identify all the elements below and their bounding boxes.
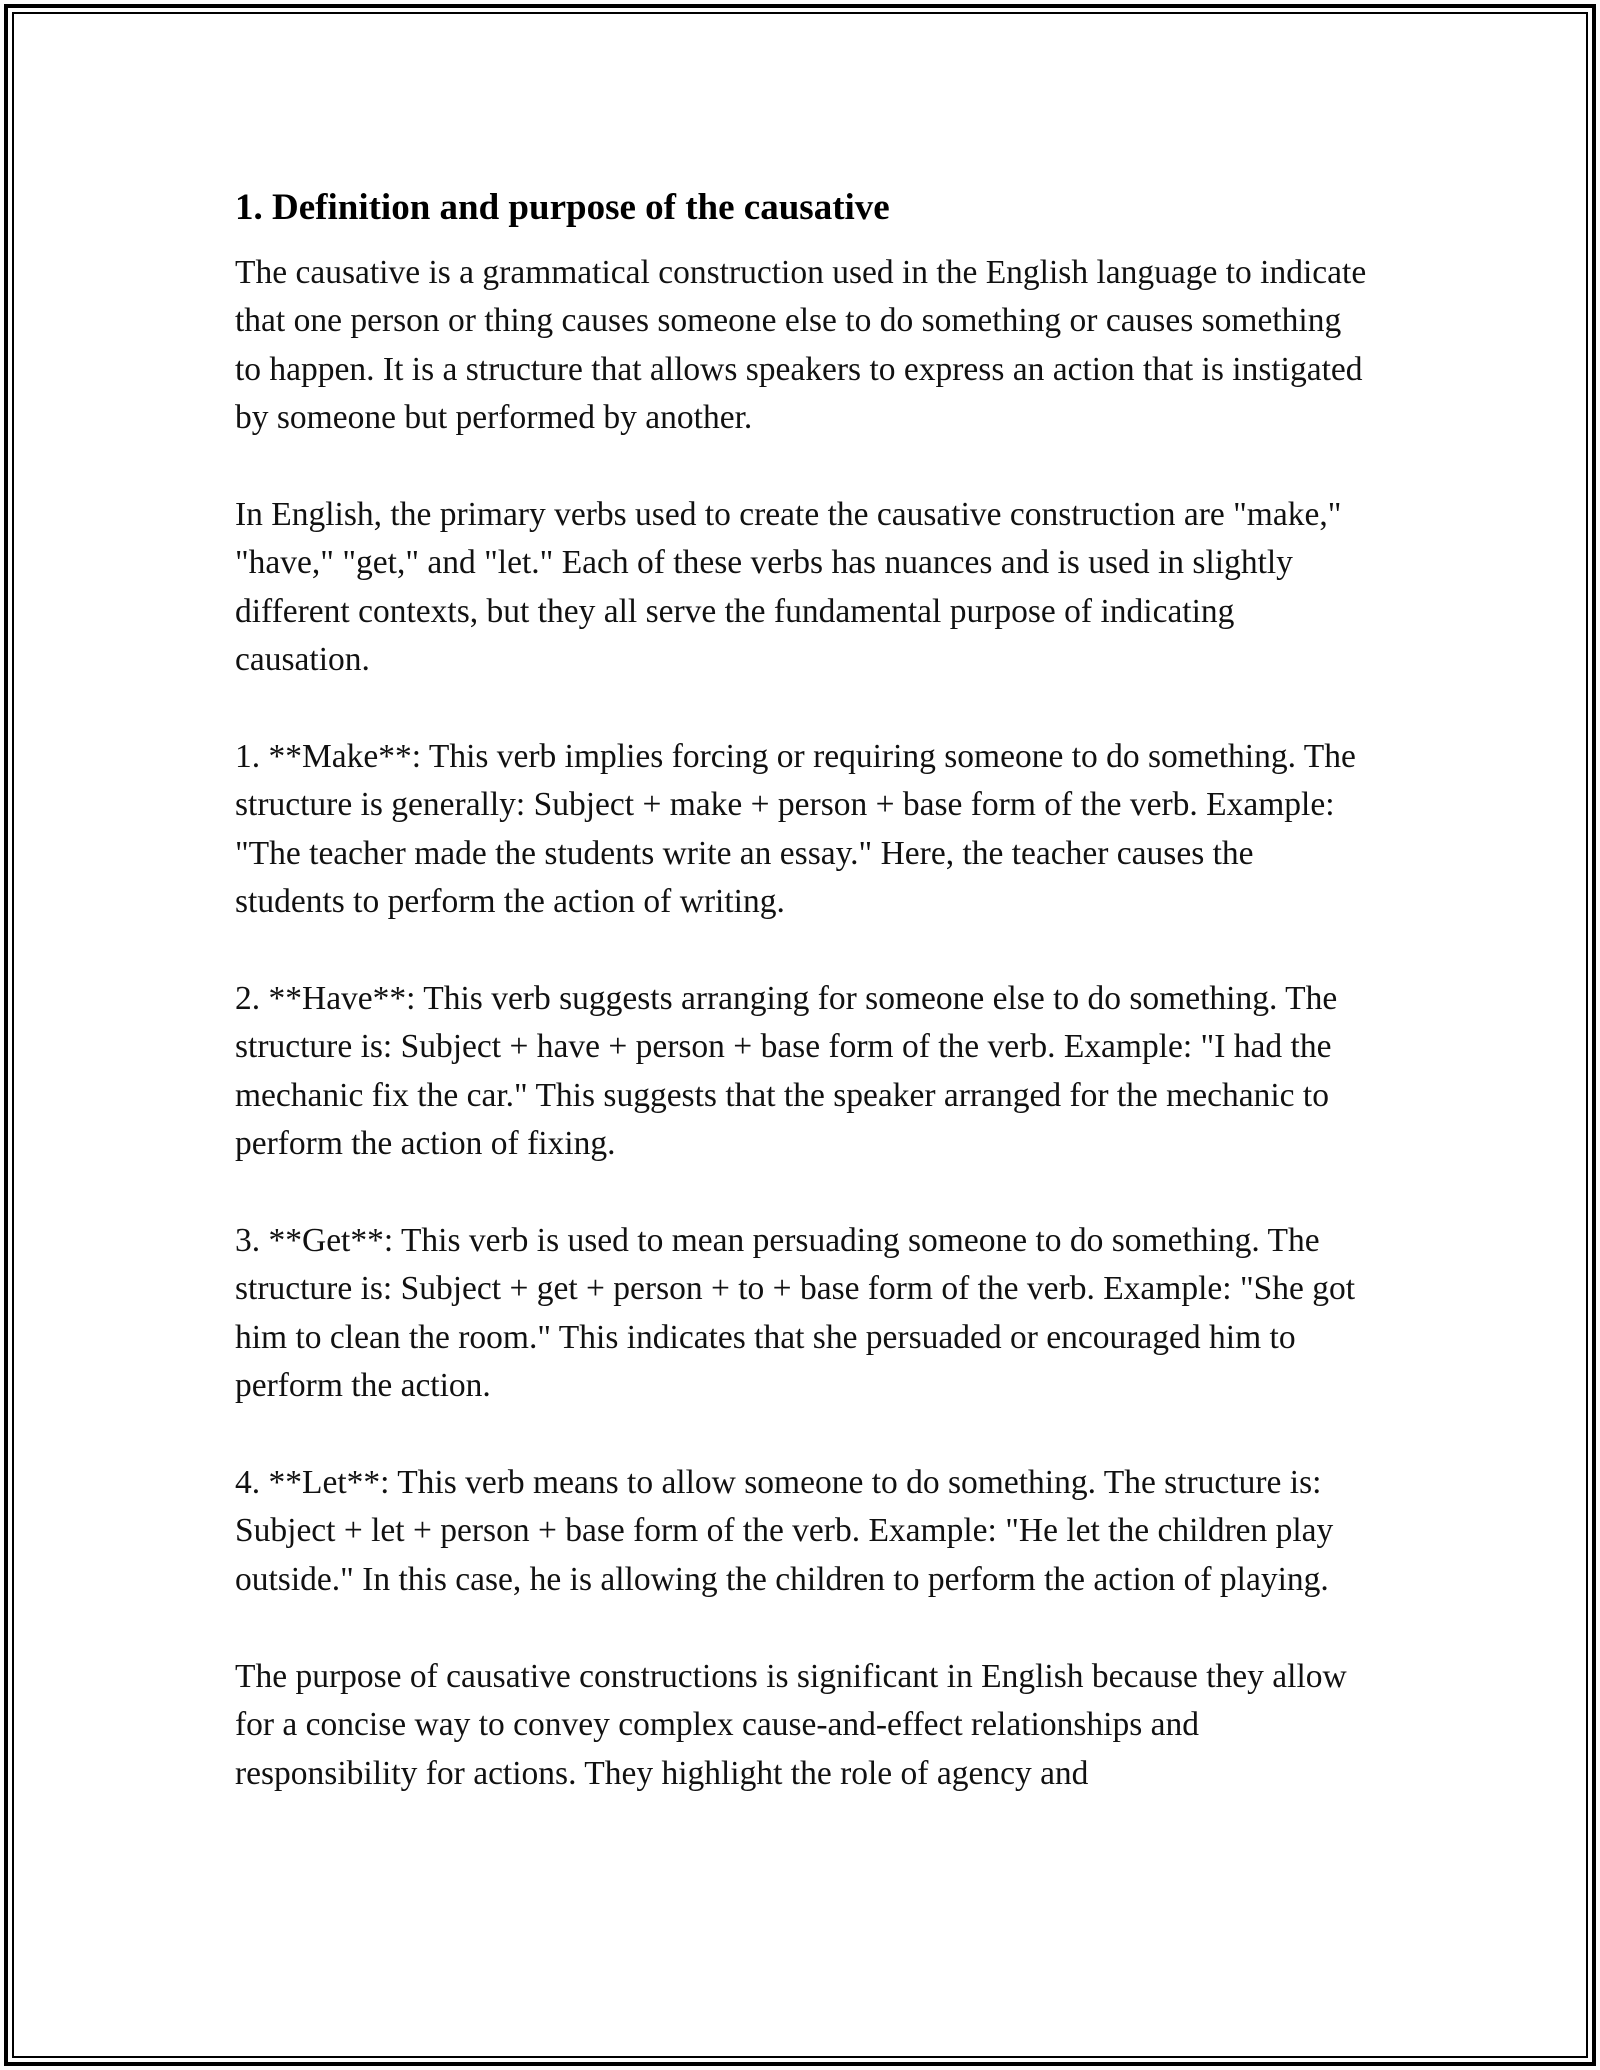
document-body — [235, 185, 1370, 1846]
paragraph-purpose: The purpose of causative constructions is significant in English because they allow for a concise way to convey complex cause-and-effect relationships and responsibility for actions. They highlight the role of agency and — [235, 1657, 1347, 1792]
paragraph-definition: The causative is a grammatical construction used in the English language to indicate that one person or thing causes someone else to do something or causes something to happen. It is a structure that allows speakers to express an action that is instigated by someone but performed by another. — [235, 254, 1367, 437]
paragraph-let: 4. **Let**: This verb means to allow someone to do something. The structure is: Subject + let + person + base form of the verb. Example: "He let the children play outside." In this case, he is allowing the children to perform the action of playing. — [235, 1464, 1334, 1598]
paragraph-make: 1. **Make**: This verb implies forcing or requiring someone to do something. The structure is generally: Subject + make + person + base form of the verb. Example: "The teacher made the students write an essay." Here, the teacher causes the students to perform the action of writing. — [235, 738, 1356, 921]
paragraph-get: 3. **Get**: This verb is used to mean persuading someone to do something. The structure is: Subject + get + person + to + base form of the verb. Example: "She got him to clean the room." This indicates that she persuaded or encouraged him to perform the action. — [235, 1222, 1356, 1405]
section-heading: 1. Definition and purpose of the causative — [235, 187, 890, 228]
paragraph-primary-verbs: In English, the primary verbs used to create the causative construction are "make," "have," "get," and "let." Each of these verbs has nuances and is used in slightly different contexts, but they all serve the fundamental purpose of indicating causation. — [235, 496, 1342, 679]
paragraph-have: 2. **Have**: This verb suggests arranging for someone else to do something. The structure is: Subject + have + person + base form of the verb. Example: "I had the mechanic fix the car." This suggests that the speaker arranged for the mechanic to perform the action of fixing. — [235, 980, 1338, 1163]
